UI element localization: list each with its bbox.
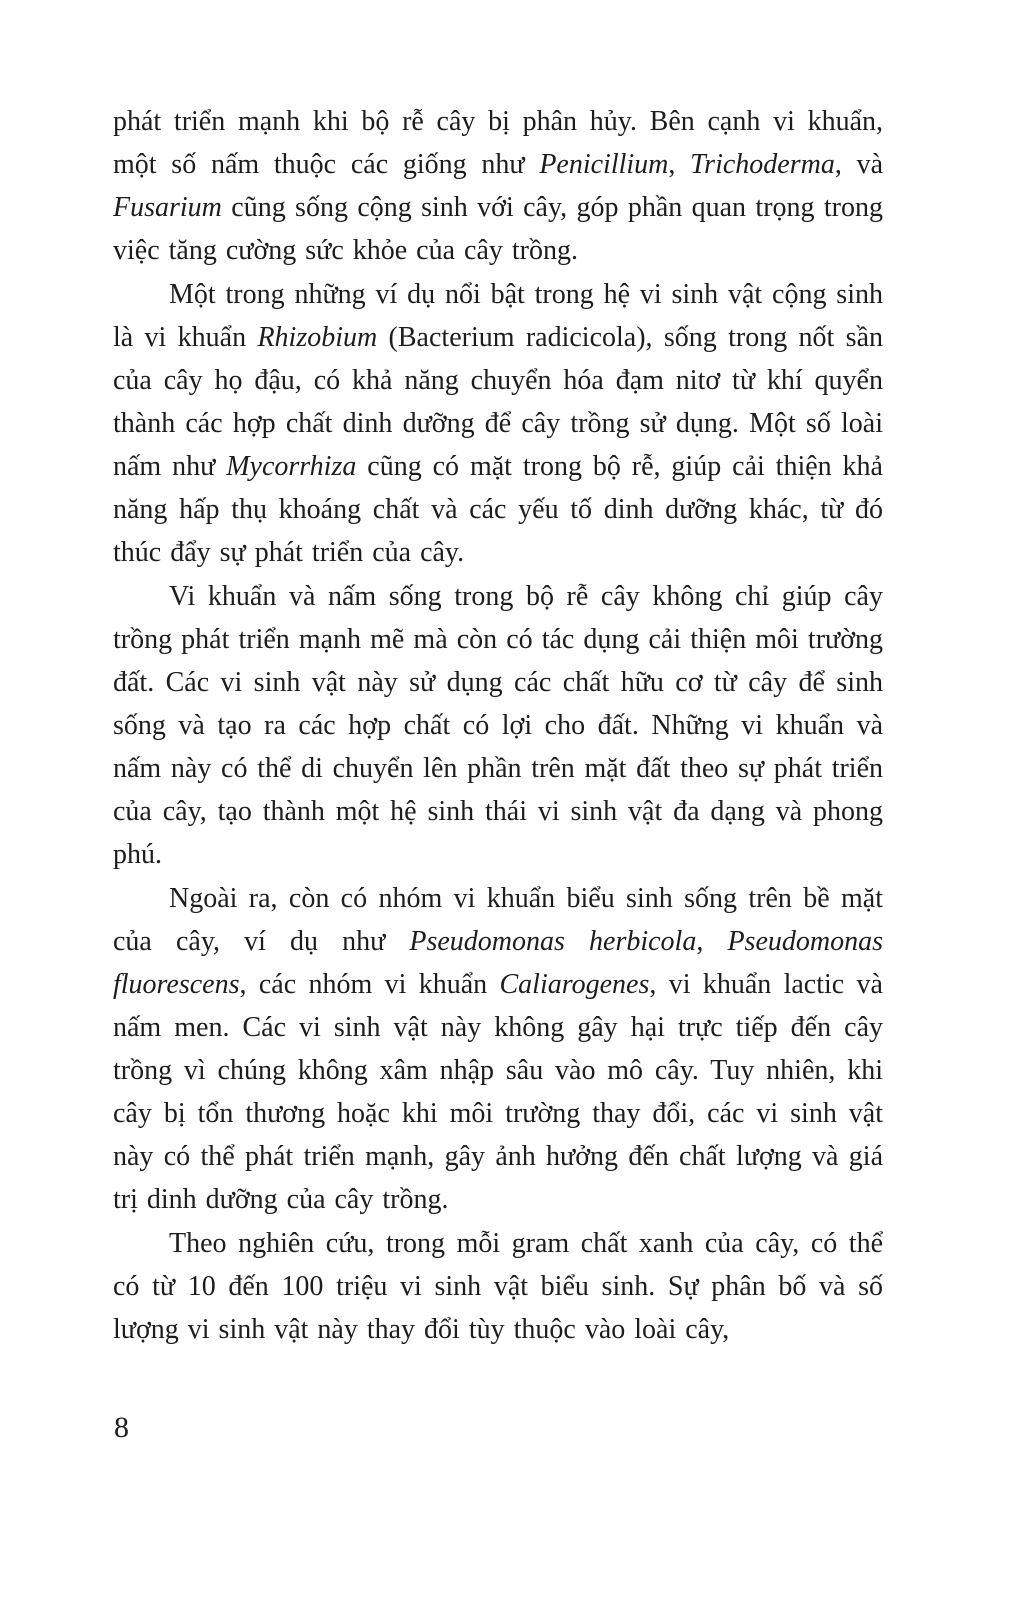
text-run: cũng có mặt trong bộ rễ, giúp cải thiện khả năng hấp thụ khoáng chất và các yếu tố dinh dưỡng khác, từ đó thúc đẩy sự phát triển của cây.: [113, 451, 883, 568]
italic-text-run: Pseudomonas fluorescens: [113, 926, 883, 1000]
italic-text-run: Mycorrhiza: [226, 451, 357, 482]
paragraph: [113, 1222, 883, 1351]
page-number: 8: [114, 1411, 129, 1444]
italic-text-run: Pseudomonas herbicola: [409, 926, 697, 957]
text-run: cũng sống cộng sinh với cây, góp phần quan trọng trong việc tăng cường sức khỏe của cây trồng.: [113, 192, 883, 266]
paragraph: [113, 877, 883, 1221]
italic-text-run: Trichoderma: [690, 149, 835, 180]
text-run: ,: [696, 926, 728, 957]
text-run: Một trong những ví dụ nổi bật trong hệ vi sinh vật cộng sinh là vi khuẩn: [113, 279, 883, 353]
text-run: ,: [668, 149, 691, 180]
text-run: phát triển mạnh khi bộ rễ cây bị phân hủy. Bên cạnh vi khuẩn, một số nấm thuộc các giống như: [113, 106, 883, 180]
text-run: , vi khuẩn lactic và nấm men. Các vi sinh vật này không gây hại trực tiếp đến cây trồng vì chúng không xâm nhập sâu vào mô cây. Tuy nhiên, khi cây bị tổn thương hoặc khi môi trường thay đổi, các vi sinh vật này có thể phát triển mạnh, gây ảnh hưởng đến chất lượng và giá trị dinh dưỡng của cây trồng.: [113, 969, 883, 1215]
paragraph: [113, 100, 883, 272]
paragraph: [113, 273, 883, 574]
italic-text-run: Fusarium: [113, 192, 222, 223]
text-run: Vi khuẩn và nấm sống trong bộ rễ cây không chỉ giúp cây trồng phát triển mạnh mẽ mà còn có tác dụng cải thiện môi trường đất. Các vi sinh vật này sử dụng các chất hữu cơ từ cây để sinh sống và tạo ra các hợp chất có lợi cho đất. Những vi khuẩn và nấm này có thể di chuyển lên phần trên mặt đất theo sự phát triển của cây, tạo thành một hệ sinh thái vi sinh vật đa dạng và phong phú.: [113, 581, 883, 870]
text-run: Theo nghiên cứu, trong mỗi gram chất xanh của cây, có thể có từ 10 đến 100 triệu vi sinh vật biểu sinh. Sự phân bố và số lượng vi sinh vật này thay đổi tùy thuộc vào loài cây,: [113, 1228, 883, 1345]
italic-text-run: Caliarogenes: [499, 969, 650, 1000]
text-block: [113, 100, 883, 1351]
paragraph: [113, 575, 883, 876]
text-run: , và: [834, 149, 883, 180]
text-run: , các nhóm vi khuẩn: [239, 969, 500, 1000]
text-run: Ngoài ra, còn có nhóm vi khuẩn biểu sinh sống trên bề mặt của cây, ví dụ như: [113, 883, 883, 957]
italic-text-run: Penicillium: [539, 149, 669, 180]
text-run: (Bacterium radicicola), sống trong nốt sần của cây họ đậu, có khả năng chuyển hóa đạm nitơ từ khí quyển thành các hợp chất dinh dưỡng để cây trồng sử dụng. Một số loài nấm như: [113, 322, 883, 482]
italic-text-run: Rhizobium: [257, 322, 378, 353]
